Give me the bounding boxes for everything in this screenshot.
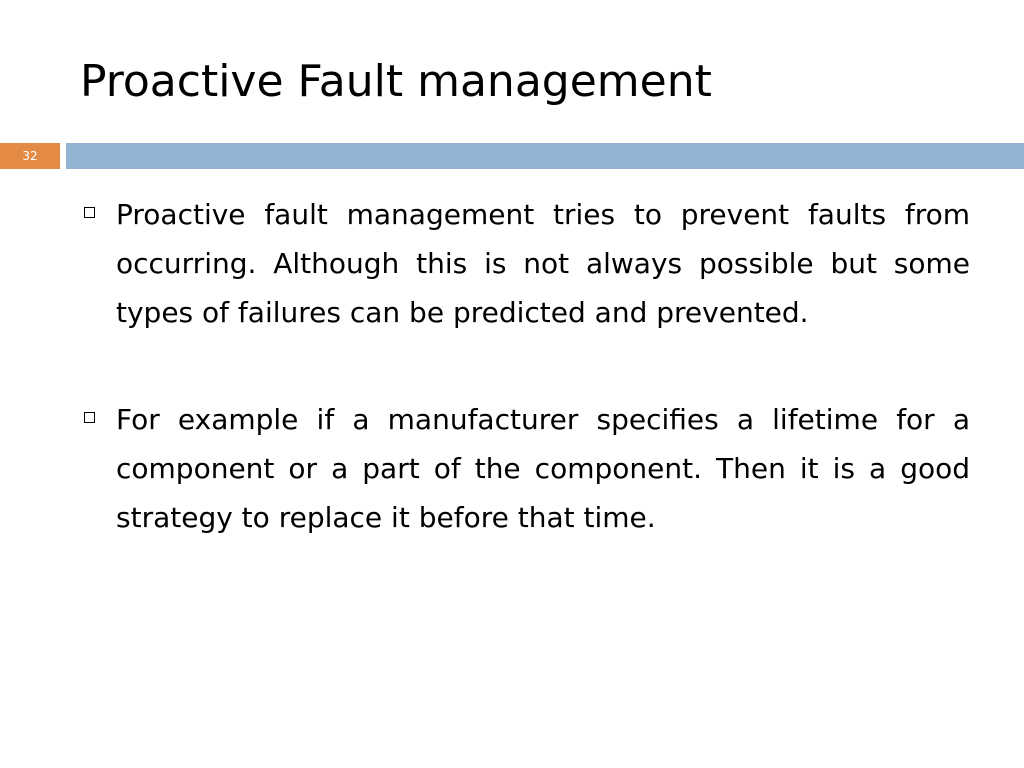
bullet-item <box>84 190 970 337</box>
slide-title: Proactive Fault management <box>80 56 712 107</box>
bullet-item <box>84 395 970 542</box>
bullet-list <box>84 190 970 600</box>
slide-number-badge: 32 <box>0 143 60 169</box>
bullet-text: For example if a manufacturer specifies a lifetime for a component or a part of the component. Then it is a good strategy to replace it before that time. <box>116 403 970 534</box>
bullet-text: Proactive fault management tries to prevent faults from occurring. Although this is not always possible but some types of failures can be predicted and prevented. <box>116 198 970 329</box>
title-accent-bar <box>66 143 1024 169</box>
hollow-square-bullet-icon <box>84 412 95 423</box>
hollow-square-bullet-icon <box>84 207 95 218</box>
